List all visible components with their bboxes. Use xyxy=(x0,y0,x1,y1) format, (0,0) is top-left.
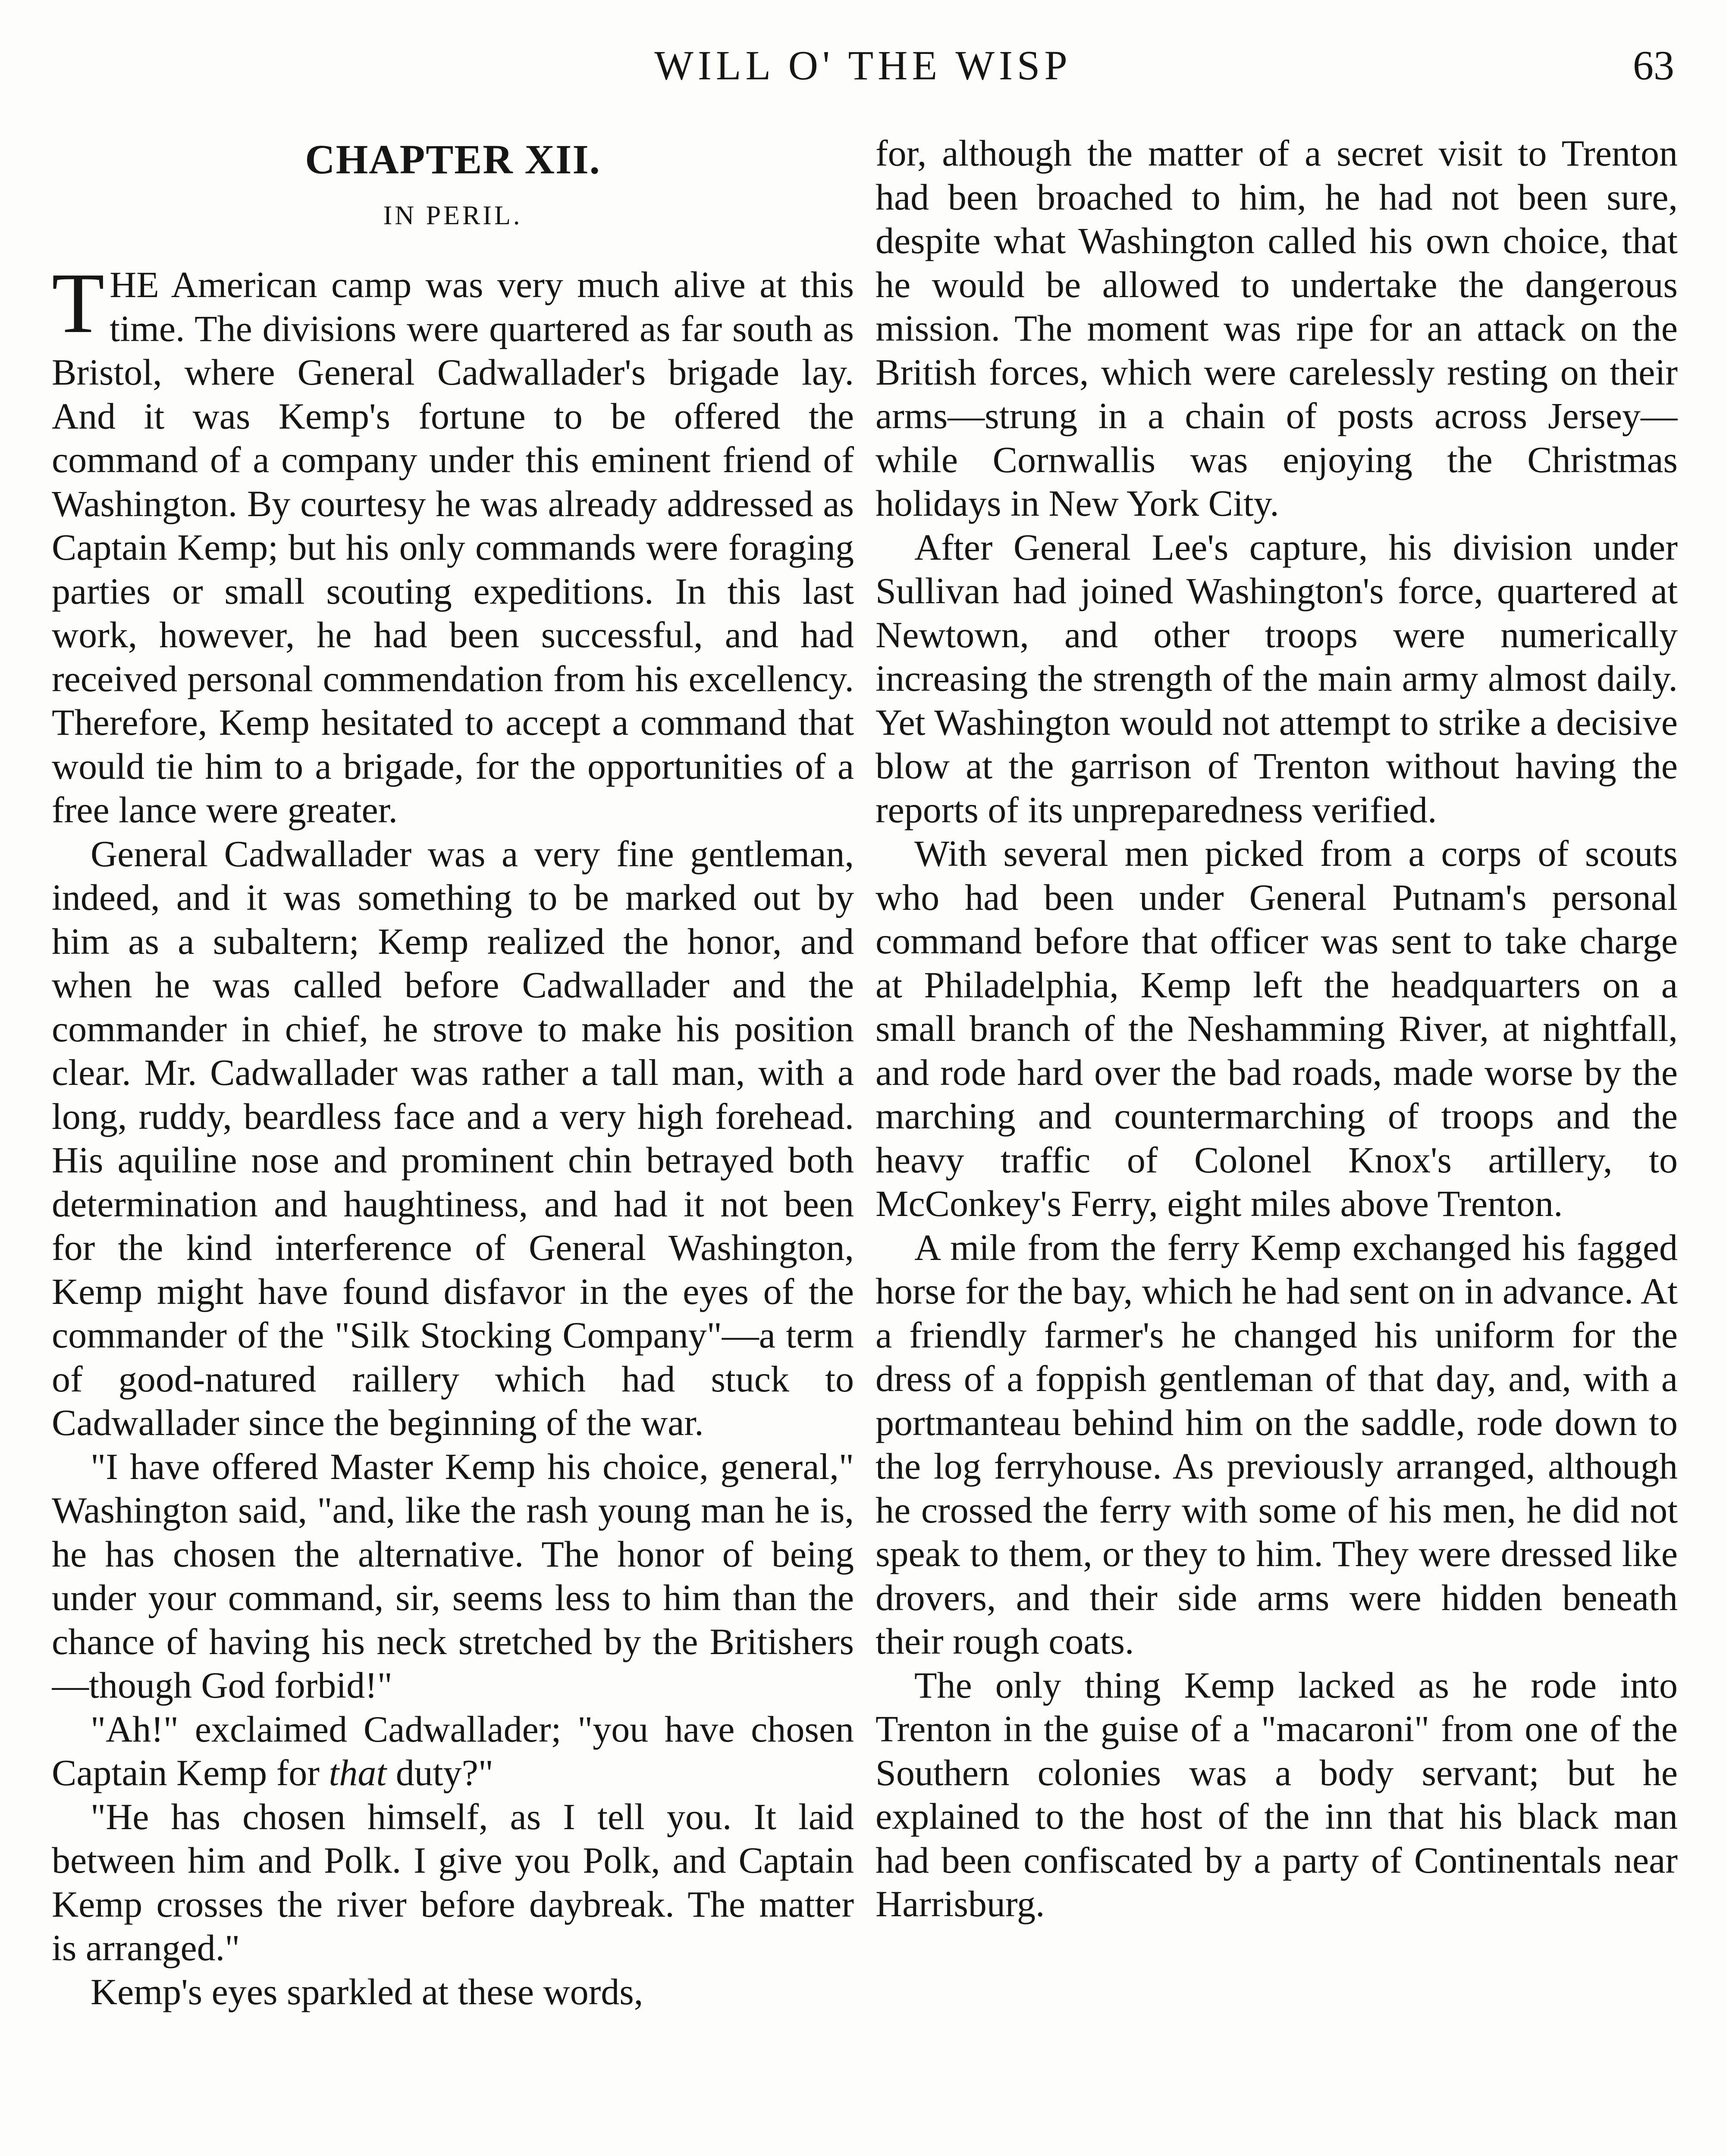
paragraph xyxy=(52,256,854,832)
paragraph: After General Lee's capture, his division under Sullivan had joined Washington's force, quartered at Newtown, and other troops were numerically increasing the strength of the main army almost daily. Yet Washington would not attempt to strike a decisive blow at the garrison of Trenton without having the reports of its unpreparedness verified. xyxy=(876,526,1678,830)
paragraph xyxy=(52,1708,854,1795)
page-number: 63 xyxy=(1633,42,1674,88)
chapter-subtitle: IN PERIL. xyxy=(383,201,523,230)
paragraph: The only thing Kemp lacked as he rode into Trenton in the guise of a "macaroni" from one of the Southern colonies was a body servant; but he explained to the host of the inn that his black man had been confiscated by a party of Continentals near Harrisburg. xyxy=(876,1664,1678,1924)
paragraph: "He has chosen himself, as I tell you. It laid between him and Polk. I give you Polk, and Captain Kemp crosses the river before daybreak. The matter is arranged." xyxy=(52,1796,854,1968)
paragraph-text: HE American camp was very much alive at this time. The divisions were quartered as far south as Bristol, where General Cadwallader's brigade lay. And it was Kemp's fortune to be offered the command of a company under this eminent friend of Washington. By courtesy he was already addressed as Captain Kemp; but his only commands were foraging parties or small scouting expeditions. In this last work, however, he had been successful, and had received personal commendation from his excellency. Therefore, Kemp hesitated to accept a command that would tie him to a brigade, for the opportunities of a free lance were greater. xyxy=(52,264,854,830)
paragraph: "I have offered Master Kemp his choice, general," Washington said, "and, like the rash young man he is, he has chosen the alternative. The honor of being under your command, sir, seems less to him than the chance of having his neck stretched by the Britishers—though God forbid!" xyxy=(52,1445,854,1706)
running-title: WILL O' THE WISP xyxy=(654,42,1072,88)
paragraph-text: "Ah!" exclaimed Cadwallader; "you have chosen Captain Kemp for xyxy=(52,1708,854,1793)
drop-cap: T xyxy=(52,256,105,351)
italic-emphasis: that xyxy=(329,1752,387,1793)
paragraph: General Cadwallader was a very fine gentleman, indeed, and it was something to be marked out by him as a subaltern; Kemp realized the honor, and when he was called before Cadwallader and the commander in chief, he strove to make his position clear. Mr. Cadwallader was rather a tall man, with a long, ruddy, beardless face and a very high forehead. His aquiline nose and prominent chin betrayed both determination and haughtiness, and had it not been for the kind interference of General Washington, Kemp might have found disfavor in the eyes of the commander of the "Silk Stocking Company"—a term of good-natured raillery which had stuck to Cadwallader since the beginning of the war. xyxy=(52,833,854,1443)
paragraph-text: duty?" xyxy=(386,1752,493,1793)
page-header xyxy=(0,41,1726,97)
left-column xyxy=(52,134,854,2156)
chapter-title: CHAPTER XII. xyxy=(305,136,601,182)
paragraph: With several men picked from a corps of scouts who had been under General Putnam's personal command before that officer was sent to take charge at Philadelphia, Kemp left the headquarters on a small branch of the Neshamming River, at nightfall, and rode hard over the bad roads, made worse by the marching and countermarching of troops and the heavy traffic of Colonel Knox's artillery, to McConkey's Ferry, eight miles above Trenton. xyxy=(876,833,1678,1224)
paragraph: for, although the matter of a secret visit to Trenton had been broached to him, he had not been sure, despite what Washington called his own choice, that he would be allowed to undertake the dangerous mission. The moment was ripe for an attack on the British forces, which were carelessly resting on their arms—strung in a chain of posts across Jersey—while Cornwallis was enjoying the Christmas holidays in New York City. xyxy=(876,132,1678,524)
right-column xyxy=(876,132,1678,2156)
paragraph: A mile from the ferry Kemp exchanged his fagged horse for the bay, which he had sent on in advance. At a friendly farmer's he changed his uniform for the dress of a foppish gentleman of that day, and, with a portmanteau behind him on the saddle, rode down to the log ferryhouse. As previously arranged, although he crossed the ferry with some of his men, he did not speak to them, or they to him. They were dressed like drovers, and their side arms were hidden beneath their rough coats. xyxy=(876,1226,1678,1662)
paragraph: Kemp's eyes sparkled at these words, xyxy=(91,1971,643,2012)
